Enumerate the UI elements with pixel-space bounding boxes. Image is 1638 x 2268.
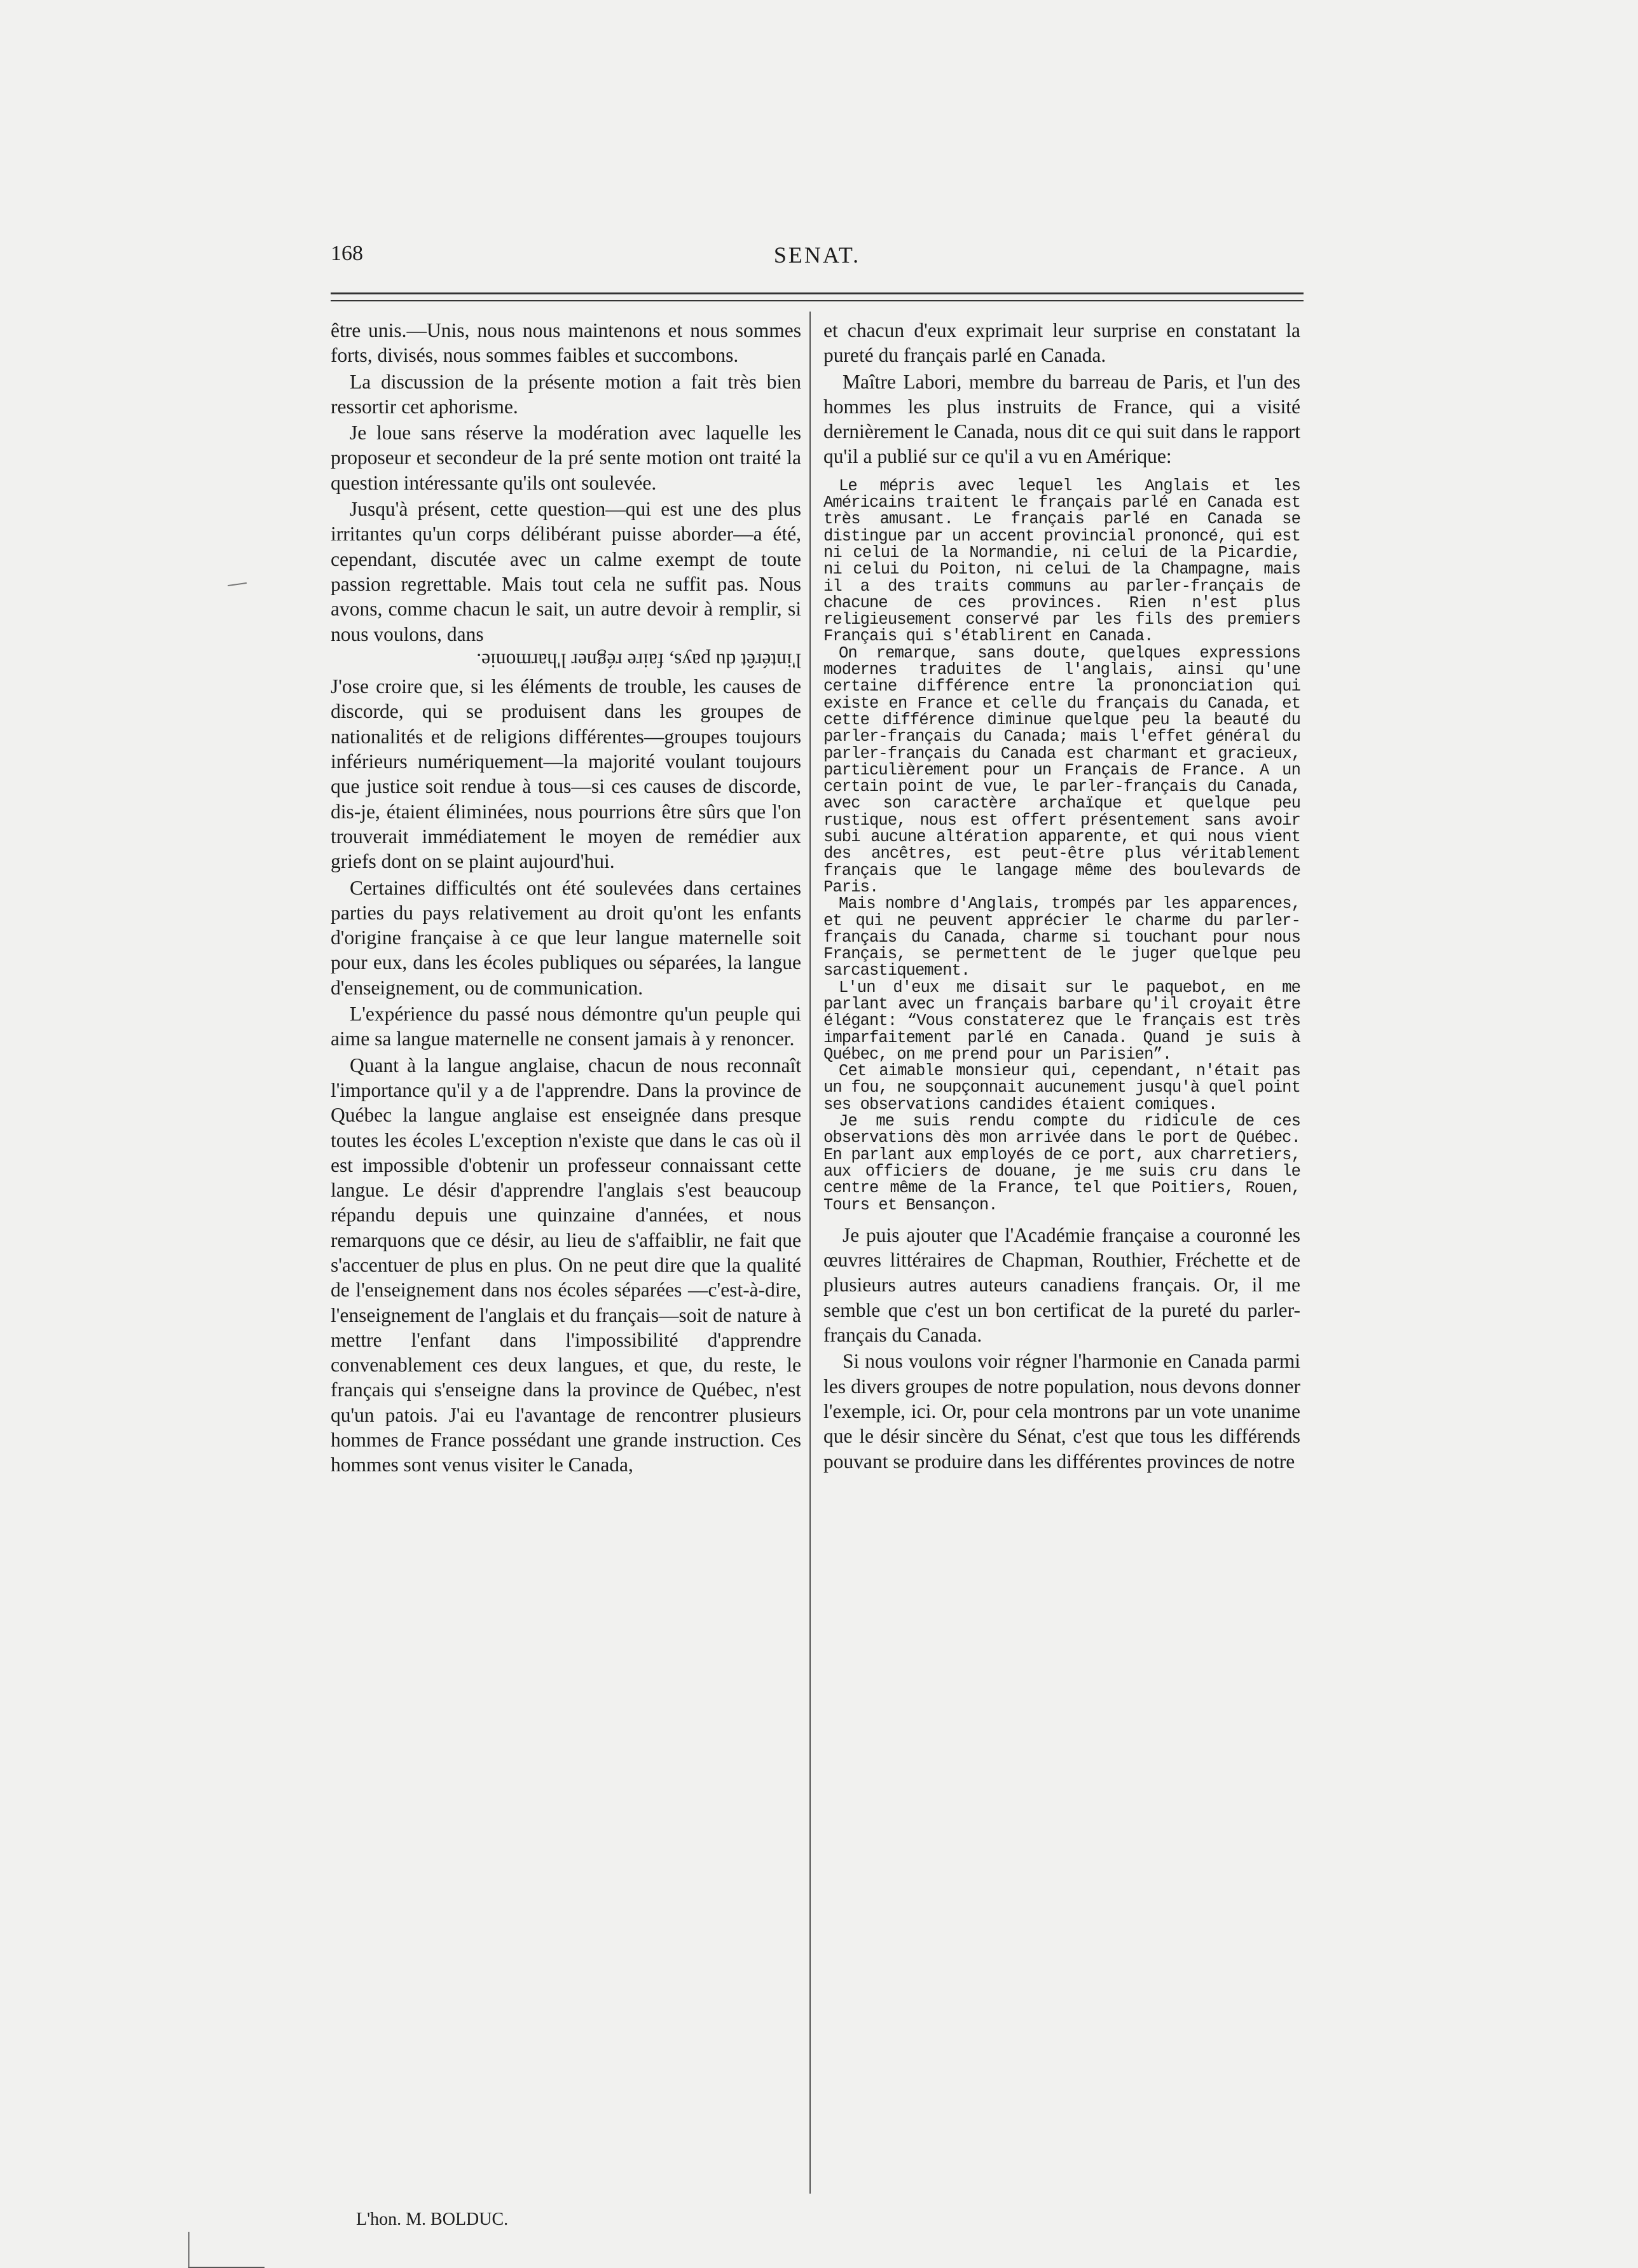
paragraph: Je puis ajouter que l'Académie française a couronné les œuvres littéraires de Chapman, Routhier, Fréchette et de plusieurs autres auteurs canadiens français. Or, il me semble que c'est un bon certificat de la pureté du parler-français du Canada. [823, 1223, 1300, 1347]
paragraph: Certaines difficultés ont été soulevées dans certaines parties du pays relativement au droit qu'ont les enfants d'origine française à ce que leur langue maternelle soit pour eux, dans les écoles publiques ou séparées, la langue d'enseignement, ou de communication. [331, 876, 801, 999]
inverted-line: l'intérêt du pays, faire régner l'harmonie. [476, 649, 801, 672]
right-column [823, 318, 1300, 1475]
quotation-paragraph: L'un d'eux me disait sur le paquebot, en me parlant avec un français barbare qu'il croyait être élégant: “Vous constaterez que le français est très imparfaitement parlé en Canada. Quand je suis à Québec, on me prend pour un Parisien”. [823, 978, 1300, 1064]
running-title: SENAT. [773, 242, 861, 268]
margin-mark [188, 2232, 189, 2267]
paragraph: Quant à la langue anglaise, chacun de nous reconnaît l'importance qu'il y a de l'apprendre. Dans la province de Québec la langue anglaise est enseignée dans presque toutes les écoles L'exception n'existe que dans le cas où il est impossible d'obtenir un professeur connaissant cette langue. Le désir d'apprendre l'anglais s'est beaucoup répandu depuis une quinzaine d'années, et nous remarquons que ce désir, au lieu de s'affaiblir, ne fait que s'accentuer de plus en plus. On ne peut dire que la qualité de l'enseignement dans nos écoles séparées —c'est-à-dire, l'enseignement de l'anglais et du français—soit de nature à mettre l'enfant dans l'impossibilité d'apprendre convenablement ces deux langues, et que, du reste, le français qui s'enseigne dans la province de Québec, n'est qu'un patois. J'ai eu l'avantage de rencontrer plusieurs hommes de France possédant une grande instruction. Ces hommes sont venus visiter le Canada, [331, 1054, 801, 1476]
paragraph: Je loue sans réserve la modération avec laquelle les proposeur et secondeur de la pré sente motion ont traité la question intéressante qu'ils ont soulevée. [331, 422, 801, 494]
paragraph: Si nous voulons voir régner l'harmonie en Canada parmi les divers groupes de notre population, nous devons donner l'exemple, ici. Or, pour cela montrons par un vote unanime que le désir sincère du Sénat, c'est que tous les différends pouvant se produire dans les différentes provinces de notre [823, 1350, 1300, 1473]
page-number: 168 [331, 242, 363, 265]
margin-mark [228, 582, 247, 586]
quotation-paragraph: On remarque, sans doute, quelques expressions modernes traduites de l'anglais, ainsi qu'une certaine différence entre la prononciation qui existe en France et celle du français du Canada, et cette différence diminue quelque peu la beauté du parler-français du Canada; mais l'effet général du parler-français du Canada est charmant et gracieux, particulièrement pour un Français de France. A un certain point de vue, le parler-français du Canada, avec son caractère archaïque et quelque peu rustique, nous est offert présentement sans avoir subi aucune altération apparente, et qui nous vient des ancêtres, est peut-être plus véritablement français que le langage même des boulevards de Paris. [823, 643, 1300, 897]
paragraph: être unis.—Unis, nous nous maintenons et nous sommes forts, divisés, nous sommes faibles et succombons. [331, 319, 801, 367]
footer-speaker: L'hon. M. BOLDUC. [356, 2210, 509, 2229]
left-column [331, 318, 801, 1479]
quotation-paragraph: Mais nombre d'Anglais, trompés par les apparences, et qui ne peuvent apprécier le charme du parler-français du Canada, charme si touchant pour nous Français, se permettent de le juger quelque peu sarcastiquement. [823, 895, 1300, 980]
column-divider [809, 312, 811, 2194]
paragraph: L'expérience du passé nous démontre qu'un peuple qui aime sa langue maternelle ne consent jamais à y renoncer. [331, 1003, 801, 1050]
paragraph: Jusqu'à présent, cette question—qui est une des plus irritantes qu'un corps délibérant puisse aborder—a été, cependant, discutée avec un calme exempt de toute passion regrettable. Mais tout cela ne suffit pas. Nous avons, comme chacun le sait, un autre devoir à remplir, si nous voulons, dans [331, 498, 801, 645]
quotation-paragraph: Cet aimable monsieur qui, cependant, n'était pas un fou, ne soupçonnait aucunement jusqu'à quel point ses observations candides étaient comiques. [823, 1062, 1300, 1114]
quotation-paragraph: Le mépris avec lequel les Anglais et les Américains traitent le français parlé en Canada est très amusant. Le français parlé en Canada se distingue par un accent provincial prononcé, qui est ni celui de la Normandie, ni celui de la Picardie, ni celui du Poiton, ni celui de la Champagne, mais il a des traits communs au parler-français de chacune de ces provinces. Rien n'est plus religieusement conservé par les fils des premiers Français qui s'établirent en Canada. [823, 476, 1300, 646]
paragraph: La discussion de la présente motion a fait très bien ressortir cet aphorisme. [331, 370, 801, 418]
paragraph: J'ose croire que, si les éléments de trouble, les causes de discorde, qui se produisent dans les groupes de nationalités et de religions différentes—groupes toujours inférieurs numériquement—la majorité voulant toujours que justice soit rendue à tous—si ces causes de discorde, dis-je, étaient éliminées, nous pourrions être sûrs que l'on trouverait immédiatement le moyen de remédier aux griefs dont on se plaint aujourd'hui. [331, 675, 801, 873]
paragraph: et chacun d'eux exprimait leur surprise en constatant la pureté du français parlé en Canada. [823, 319, 1300, 367]
page-header [331, 242, 1304, 280]
paragraph: Maître Labori, membre du barreau de Paris, et l'un des hommes les plus instruits de France, qui a visité dernièrement le Canada, nous dit ce qui suit dans le rapport qu'il a publié sur ce qu'il a vu en Amérique: [823, 370, 1300, 468]
quotation-paragraph: Je me suis rendu compte du ridicule de ces observations dès mon arrivée dans le port de Québec. En parlant aux employés de ce port, aux charretiers, aux officiers de douane, je me suis cru dans le centre même de la France, tel que Poitiers, Rouen, Tours et Bensançon. [823, 1112, 1300, 1214]
header-rule [331, 292, 1304, 301]
